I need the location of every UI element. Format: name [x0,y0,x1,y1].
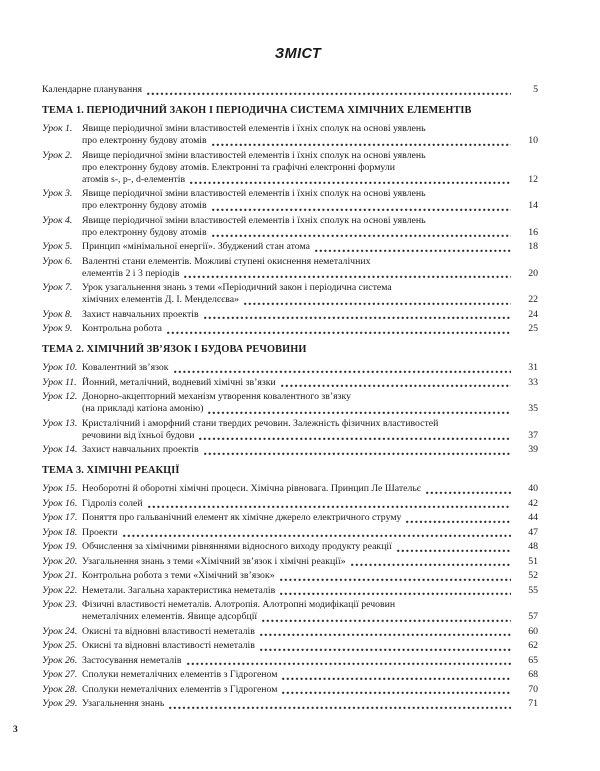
lesson-label: Урок 23. [42,599,78,610]
lesson-label: Урок 14. [42,444,78,455]
dot-leader [280,577,511,581]
toc-entry [42,483,538,495]
toc-entry [42,309,538,321]
entry-title [82,123,538,147]
entry-title [82,527,538,539]
entry-title [82,256,538,280]
entry-title-line: Сполуки неметалічних елементів з Гідрогеном [82,669,278,680]
entry-title-line: про електронну будову атомів [82,226,207,238]
entry-title [82,150,538,186]
dot-leader [351,562,511,566]
toc-entry [42,640,538,652]
entry-title [82,556,538,568]
entry-page-number: 31 [528,362,538,373]
entry-last-line [82,241,538,253]
footer-page-number: 3 [13,725,18,735]
section-heading: ТЕМА 2. ХІМІЧНИЙ ЗВ’ЯЗОК І БУДОВА РЕЧОВИНИ [42,344,307,355]
entry-title [82,570,538,582]
entry-title-line: Фізичні властивості неметалів. Алотропія. Алотропні модифікації речовин [82,599,396,610]
entry-title [82,215,538,239]
entry-last-line [82,430,538,442]
entry-last-line [82,698,538,710]
entry-title-line: Явище періодичної зміни властивостей елементів і їхніх сполук на основі уявлень [82,123,426,134]
entry-page-number: 44 [528,512,538,523]
entry-title [82,541,538,553]
entry-title-line: Календарне планування [42,84,143,95]
lesson-label: Урок 25. [42,640,78,651]
section-heading: ТЕМА 1. ПЕРІОДИЧНИЙ ЗАКОН І ПЕРІОДИЧНА СИСТЕМА ХІМІЧНИХ ЕЛЕМЕНТІВ [42,105,472,116]
lesson-label: Урок 19. [42,541,78,552]
entry-title-line: речовини від їхньої будови [82,429,195,441]
dot-leader [260,632,511,636]
entry-page-number: 51 [528,555,538,567]
toc-entry [42,391,538,415]
dot-leader [315,248,511,252]
entry-title [82,655,538,667]
toc-entry [42,556,538,568]
entry-title-line: Гідроліз солей [82,497,143,509]
toc-entry [42,377,538,389]
lesson-label: Урок 18. [42,526,78,538]
entry-title-line: Узагальнення знань [82,698,165,709]
lesson-label: Урок 1. [42,123,73,134]
toc-entry [42,323,538,335]
entry-page-number: 60 [528,625,538,637]
entry-title [82,418,538,442]
lesson-label: Урок 17. [42,512,78,523]
toc-entry [42,541,538,553]
entry-title-line: елементів 2 і 3 періодів [82,267,180,279]
entry-title-line: Поняття про гальванічний елемент як хімічне джерело електричного струму [82,512,402,523]
lesson-label: Урок 29. [42,698,78,709]
dot-leader [281,383,511,387]
entry-title-line: Явище періодичної зміни властивостей елементів і їхніх сполук на основі уявлень [82,188,426,199]
entry-last-line [82,377,538,389]
dot-leader [282,676,511,680]
entry-title-line: Проекти [82,526,118,538]
dot-leader [406,519,511,523]
entry-page-number: 40 [528,483,538,494]
entry-title [42,84,538,96]
lesson-label: Урок 6. [42,255,73,267]
page-title: ЗМІСТ [274,46,322,62]
lesson-label: Урок 24. [42,625,78,637]
dot-leader [397,548,511,552]
entry-title-line: про електронну будову атомів [82,200,207,211]
toc-entry [42,585,538,597]
entry-page-number: 71 [528,698,538,709]
section-heading: ТЕМА 3. ХІМІЧНІ РЕАКЦІЇ [42,465,180,476]
entry-title-line: Застосування неметалів [82,654,182,666]
entry-last-line [82,527,538,539]
entry-title-line: Принцип «мінімальної енергії». Збуджений стан атома [82,241,310,252]
entry-last-line [82,309,538,321]
toc-entry [42,512,538,524]
toc-entry [42,698,538,710]
entry-title [82,241,538,253]
lesson-label: Урок 8. [42,308,73,320]
toc-entry [42,570,538,582]
entry-last-line [82,626,538,638]
lesson-label: Урок 11. [42,376,77,388]
entry-title [82,309,538,321]
entry-last-line [82,294,538,306]
entry-title-line: Ковалентний зв’язок [82,362,169,373]
dot-leader [190,180,511,184]
dot-leader [244,301,511,305]
toc-entry [42,150,538,186]
entry-title [82,512,538,524]
entry-title [82,377,538,389]
entry-last-line [82,556,538,568]
lesson-label: Урок 10. [42,362,78,373]
entry-title-line: Донорно-акцепторний механізм утворення ковалентного зв’язку [82,391,352,402]
toc-entry [42,655,538,667]
lesson-label: Урок 26. [42,654,78,666]
toc-entry [42,599,538,623]
entry-title [82,585,538,597]
entry-title [82,698,538,710]
dot-leader [260,647,511,651]
entry-title [82,483,538,495]
dot-leader [282,690,511,694]
lesson-label: Урок 12. [42,391,78,402]
entry-last-line [82,323,538,335]
entry-page-number: 24 [528,308,538,320]
lesson-label: Урок 27. [42,669,78,680]
entry-last-line [82,444,538,456]
entry-title-line: Сполуки неметалічних елементів з Гідрогеном [82,683,278,695]
entry-last-line [82,611,538,623]
entry-title-line: Урок узагальнення знань з теми «Періодичний закон і періодична система [82,282,392,293]
dot-leader [280,591,511,595]
entry-page-number: 20 [528,267,538,279]
dot-leader [426,490,511,494]
toc-entry [42,684,538,696]
toc-entry [42,241,538,253]
table-of-contents [42,84,538,713]
dot-leader [147,91,511,95]
entry-last-line [82,585,538,597]
entry-last-line [42,84,538,96]
entry-last-line [82,498,538,510]
entry-page-number: 35 [528,403,538,414]
dot-leader [174,369,511,373]
dot-leader [212,207,511,211]
entry-title [82,391,538,415]
entry-page-number: 16 [528,226,538,238]
entry-page-number: 14 [528,200,538,211]
dot-leader [204,315,511,319]
entry-last-line [82,669,538,681]
entry-page-number: 52 [528,570,538,581]
entry-page-number: 68 [528,669,538,680]
entry-title-line: атомів s-, p-, d-елементів [82,173,186,185]
entry-last-line [82,655,538,667]
entry-title [82,626,538,638]
entry-page-number: 48 [528,541,538,552]
lesson-label: Урок 22. [42,584,78,596]
lesson-label: Урок 21. [42,570,78,581]
dot-leader [262,618,511,622]
entry-title-line: Окисні та відновні властивості неметалів [82,625,255,637]
entry-title-line: Йонний, металічний, водневий хімічні зв’язки [82,376,276,388]
entry-page-number: 42 [528,497,538,509]
entry-page-number: 57 [528,611,538,622]
entry-last-line [82,512,538,524]
entry-last-line [82,403,538,415]
entry-page-number: 65 [528,654,538,666]
entry-page-number: 62 [528,640,538,651]
lesson-label: Урок 16. [42,497,78,509]
entry-title-line: Узагальнення знань з теми «Хімічний зв’язок і хімічні реакції» [82,555,346,567]
toc-entry [42,362,538,374]
entry-page-number: 39 [528,444,538,455]
dot-leader [123,533,512,537]
dot-leader [212,142,511,146]
toc-entry [42,215,538,239]
entry-title-line: Обчислення за хімічними рівняннями відносного виходу продукту реакції [82,541,392,552]
toc-entry [42,123,538,147]
entry-page-number: 55 [528,584,538,596]
entry-last-line [82,200,538,212]
dot-leader [204,451,511,455]
entry-title-line: Явище періодичної зміни властивостей елементів і їхніх сполук на основі уявлень [82,149,426,161]
entry-title-line: Необоротні й оборотні хімічні процеси. Хімічна рівновага. Принцип Ле Шательє [82,483,422,494]
lesson-label: Урок 13. [42,417,78,429]
entry-title-line: Контрольна робота [82,323,162,334]
toc-entry [42,418,538,442]
entry-title-line: хімічних елементів Д. І. Менделєєва» [82,294,240,305]
lesson-label: Урок 9. [42,323,73,334]
toc-entry [42,669,538,681]
entry-page-number: 5 [533,84,538,95]
entry-last-line [82,227,538,239]
entry-title [82,444,538,456]
entry-title-line: Контрольна робота з теми «Хімічний зв’язок» [82,570,275,581]
entry-title-line: про електронну будову атомів. Електронні та графічні електронні формули [82,161,396,173]
lesson-label: Урок 28. [42,683,78,695]
entry-title [82,599,538,623]
toc-entry [42,527,538,539]
toc-entry [42,188,538,212]
dot-leader [184,274,511,278]
toc-entry [42,84,538,96]
entry-last-line [82,570,538,582]
dot-leader [199,436,511,440]
entry-page-number: 70 [528,683,538,695]
entry-title-line: Кристалічний і аморфний стани твердих речовин. Залежність фізичних властивостей [82,417,439,429]
entry-page-number: 33 [528,376,538,388]
entry-title-line: Неметали. Загальна характеристика неметалів [82,584,276,596]
entry-title [82,362,538,374]
lesson-label: Урок 15. [42,483,78,494]
entry-title [82,640,538,652]
entry-title-line: Явище періодичної зміни властивостей елементів і їхніх сполук на основі уявлень [82,214,426,226]
dot-leader [212,233,511,237]
entry-title [82,498,538,510]
entry-last-line [82,174,538,186]
dot-leader [169,705,511,709]
dot-leader [148,504,511,508]
entry-page-number: 18 [528,241,538,252]
dot-leader [187,661,511,665]
entry-title-line: Окисні та відновні властивості неметалів [82,640,255,651]
entry-page-number: 37 [528,429,538,441]
entry-last-line [82,541,538,553]
toc-entry [42,498,538,510]
dot-leader [208,410,511,414]
toc-entry [42,282,538,306]
entry-title-line: неметалічних елементів. Явище адсорбції [82,611,258,622]
entry-title-line: Захист навчальних проектів [82,308,199,320]
entry-page-number: 22 [528,294,538,305]
lesson-label: Урок 4. [42,214,73,226]
entry-last-line [82,268,538,280]
lesson-label: Урок 7. [42,282,73,293]
entry-last-line [82,640,538,652]
entry-title [82,684,538,696]
entry-last-line [82,362,538,374]
entry-title [82,282,538,306]
lesson-label: Урок 5. [42,241,73,252]
lesson-label: Урок 2. [42,149,73,161]
toc-entry [42,256,538,280]
entry-page-number: 10 [528,135,538,146]
entry-title-line: Валентні стани елементів. Можливі ступені окиснення неметалічних [82,255,371,267]
entry-title-line: про електронну будову атомів [82,135,207,146]
toc-entry [42,626,538,638]
entry-last-line [82,483,538,495]
entry-title-line: Захист навчальних проектів [82,444,199,455]
entry-last-line [82,135,538,147]
entry-page-number: 47 [528,526,538,538]
dot-leader [167,330,511,334]
entry-title-line: (на прикладі катіона амонію) [82,403,204,414]
entry-title [82,188,538,212]
toc-entry [42,444,538,456]
entry-page-number: 12 [528,173,538,185]
entry-title [82,323,538,335]
entry-page-number: 25 [528,323,538,334]
entry-last-line [82,684,538,696]
entry-title [82,669,538,681]
lesson-label: Урок 3. [42,188,73,199]
lesson-label: Урок 20. [42,555,78,567]
